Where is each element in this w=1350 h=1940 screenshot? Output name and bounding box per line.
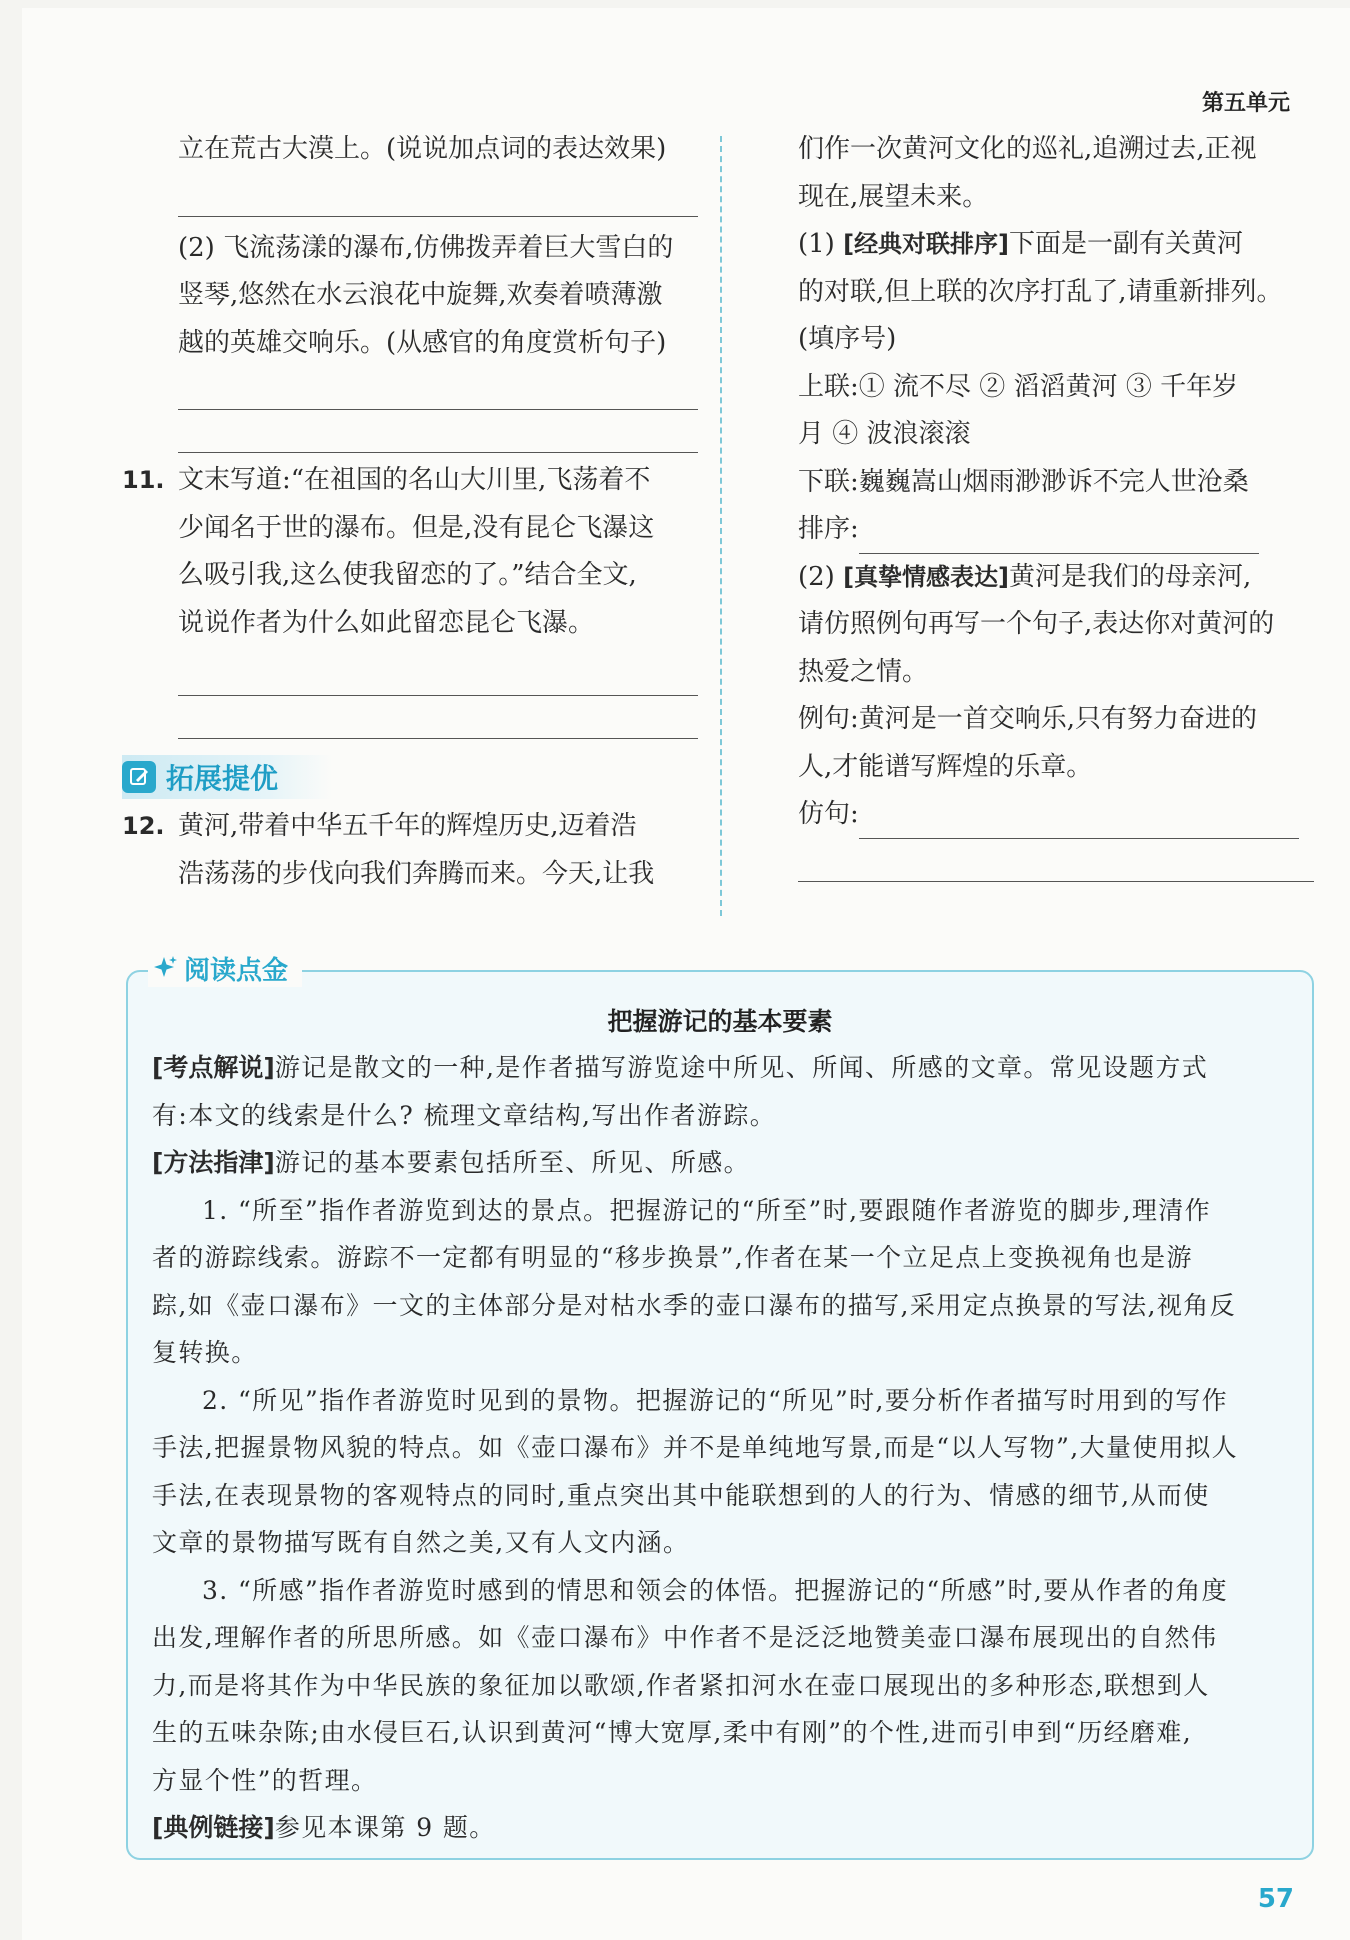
kaodian-tag: [考点解说] bbox=[152, 1053, 275, 1082]
reading-tag bbox=[148, 950, 302, 987]
q10-tail: 立在荒古大漠上。(说说加点词的表达效果) bbox=[178, 134, 667, 164]
order-label: 排序: bbox=[798, 514, 859, 544]
fangfa-line: [方法指津]游记的基本要素包括所至、所见、所感。 bbox=[152, 1148, 751, 1177]
q12-line: 浩荡荡的步伐向我们奔腾而来。今天,让我 bbox=[178, 858, 655, 889]
q12-cont: 现在,展望未来。 bbox=[798, 181, 989, 212]
part2-line: 请仿照例句再写一个句子,表达你对黄河的 bbox=[798, 609, 1275, 639]
part1-intro: (1) [经典对联排序]下面是一副有关黄河 bbox=[798, 229, 1244, 259]
q12-cont: 们作一次黄河文化的巡礼,追溯过去,正视 bbox=[798, 134, 1257, 164]
point1-line: 复转换。 bbox=[152, 1338, 258, 1367]
point3-line: 3. “所感”指作者游览时感到的情思和领会的体悟。把握游记的“所感”时,要从作者的角度 bbox=[202, 1575, 1229, 1605]
unit-title: 第五单元 bbox=[1201, 91, 1290, 116]
point1-line: 1. “所至”指作者游览到达的景点。把握游记的“所至”时,要跟随作者游览的脚步,理清作 bbox=[202, 1195, 1212, 1225]
q11-line: 少闻名于世的瀑布。但是,没有昆仑飞瀑这 bbox=[178, 512, 655, 543]
answer-line[interactable] bbox=[178, 367, 698, 410]
point1-line: 者的游踪线索。游踪不一定都有明显的“移步换景”,作者在某一个立足点上变换视角也是游 bbox=[152, 1243, 1193, 1272]
point2-line: 文章的景物描写既有自然之美,又有人文内涵。 bbox=[152, 1528, 690, 1557]
order-answer-line[interactable] bbox=[859, 523, 1259, 554]
page-number: 57 bbox=[1257, 1884, 1294, 1914]
point3-line: 生的五味杂陈;由水侵巨石,认识到黄河“博大宽厚,柔中有刚”的个性,进而引申到“历经磨难, bbox=[152, 1718, 1193, 1747]
q10-2-line: 竖琴,悠然在水云浪花中旋舞,欢奏着喷薄激 bbox=[178, 280, 663, 310]
lower-couplet: 下联:巍巍嵩山烟雨渺渺诉不完人世沧桑 bbox=[798, 466, 1249, 497]
q11-line: 说说作者为什么如此留恋昆仑飞瀑。 bbox=[178, 607, 595, 638]
reading-body bbox=[128, 1044, 1312, 1852]
kaodian-cont: 有:本文的线索是什么? 梳理文章结构,写出作者游踪。 bbox=[152, 1100, 777, 1130]
point1-line: 踪,如《壶口瀑布》一文的主体部分是对枯水季的壶口瀑布的描写,采用定点换景的写法,视角反 bbox=[152, 1290, 1237, 1320]
point2-line: 手法,在表现景物的客观特点的同时,重点突出其中能联想到的人的行为、情感的细节,从而使 bbox=[152, 1480, 1210, 1510]
point3-line: 方显个性”的哲理。 bbox=[152, 1765, 378, 1795]
q10-2-line: 越的英雄交响乐。(从感官的角度赏析句子) bbox=[178, 327, 667, 358]
left-column bbox=[122, 126, 698, 898]
section-banner bbox=[122, 755, 332, 799]
point3-line: 出发,理解作者的所思所感。如《壶口瀑布》中作者不是泛泛地赞美壶口瀑布展现出的自然伟 bbox=[152, 1623, 1218, 1652]
dianli-line: [典例链接]参见本课第 9 题。 bbox=[152, 1813, 496, 1842]
part2-intro: (2) [真挚情感表达]黄河是我们的母亲河, bbox=[798, 561, 1252, 592]
imitate-label: 仿句: bbox=[798, 799, 859, 829]
answer-line[interactable] bbox=[178, 410, 698, 453]
dianli-tag: [典例链接] bbox=[152, 1813, 275, 1842]
right-column bbox=[798, 126, 1322, 882]
reading-tips-box bbox=[126, 956, 1314, 1860]
section-title: 拓展提优 bbox=[166, 762, 279, 795]
answer-line[interactable] bbox=[178, 696, 698, 739]
pencil-icon bbox=[122, 761, 156, 793]
q11-line: 么吸引我,这么使我留恋的了。”结合全文, bbox=[178, 560, 637, 590]
example-line: 人,才能谱写辉煌的乐章。 bbox=[798, 751, 1093, 782]
tag-couplet-order: [经典对联排序] bbox=[843, 230, 1010, 258]
point3-line: 力,而是将其作为中华民族的象征加以歌颂,作者紧扣河水在壶口展现出的多种形态,联想到人 bbox=[152, 1670, 1210, 1700]
q12-line: 12. 黄河,带着中华五千年的辉煌历史,迈着浩 bbox=[122, 803, 698, 851]
upper-couplet: 上联:① 流不尽 ② 滔滔黄河 ③ 千年岁 bbox=[798, 371, 1239, 402]
imitate-answer-line[interactable] bbox=[859, 808, 1299, 839]
example-line: 例句:黄河是一首交响乐,只有努力奋进的 bbox=[798, 704, 1258, 734]
tag-emotion-expression: [真挚情感表达] bbox=[843, 562, 1010, 591]
part1-line: (填序号) bbox=[798, 324, 897, 354]
question-number: 11. bbox=[122, 466, 165, 494]
answer-line[interactable] bbox=[178, 653, 698, 696]
question-number: 12. bbox=[122, 812, 165, 840]
kaodian-line: [考点解说]游记是散文的一种,是作者描写游览途中所见、所闻、所感的文章。常见设题方式 bbox=[152, 1053, 1209, 1082]
point2-line: 手法,把握景物风貌的特点。如《壶口瀑布》并不是单纯地写景,而是“以人写物”,大量使用拟人 bbox=[152, 1433, 1239, 1462]
sparkle-icon bbox=[152, 955, 178, 983]
point2-line: 2. “所见”指作者游览时见到的景物。把握游记的“所见”时,要分析作者描写时用到的写作 bbox=[202, 1385, 1229, 1415]
answer-line[interactable] bbox=[178, 174, 698, 217]
textbook-page bbox=[22, 8, 1350, 1940]
fangfa-tag: [方法指津] bbox=[152, 1148, 275, 1177]
reading-tag-text: 阅读点金 bbox=[184, 956, 289, 986]
q10-2-line: (2) 飞流荡漾的瀑布,仿佛拨弄着巨大雪白的 bbox=[178, 232, 674, 263]
upper-couplet: 月 ④ 波浪滚滚 bbox=[798, 419, 971, 449]
order-row bbox=[798, 506, 1322, 554]
part2-line: 热爱之情。 bbox=[798, 656, 929, 687]
column-divider bbox=[720, 136, 722, 916]
part1-line: 的对联,但上联的次序打乱了,请重新排列。 bbox=[798, 276, 1283, 307]
reading-title: 把握游记的基本要素 bbox=[607, 1007, 833, 1036]
imitate-row bbox=[798, 791, 1322, 839]
answer-line[interactable] bbox=[798, 839, 1314, 882]
q11-line: 11. 文末写道:“在祖国的名山大川里,飞荡着不 bbox=[122, 457, 698, 505]
